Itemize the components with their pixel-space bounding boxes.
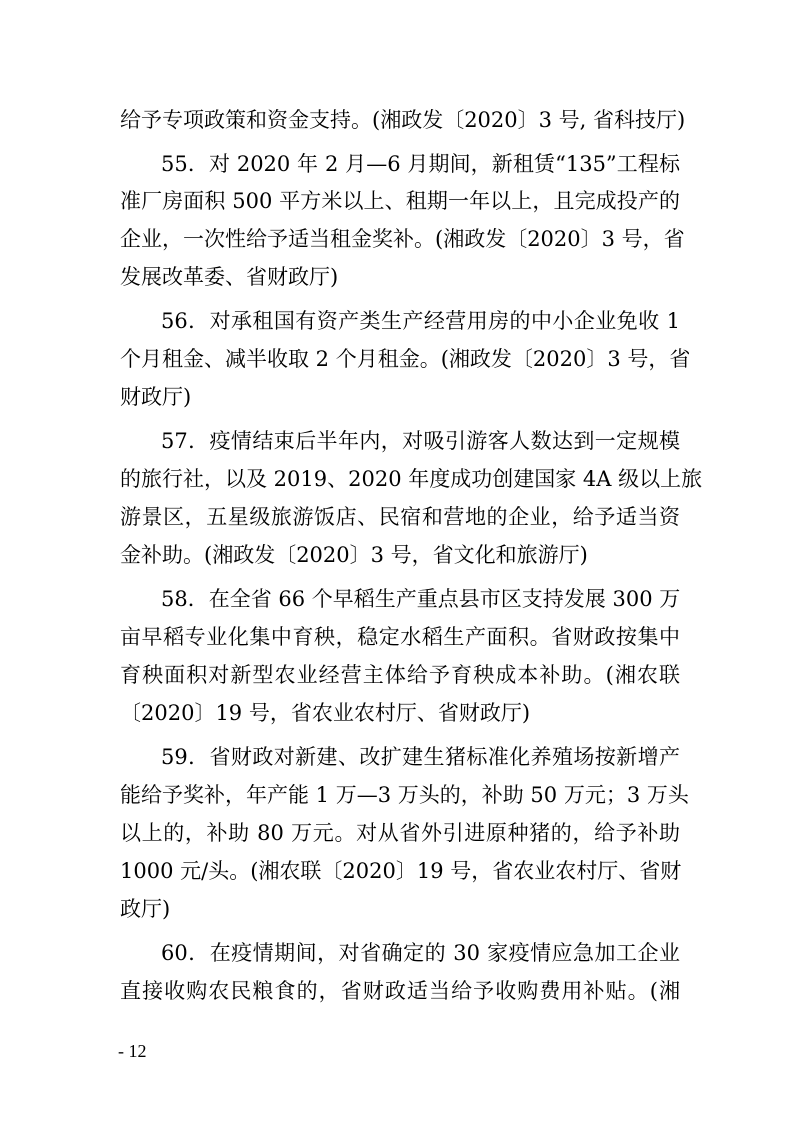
text-line: 59．省财政对新建、改扩建生猪标准化养殖场按新增产 [161,745,680,769]
text-line: 〔2020〕19 号，省农业农村厅、省财政厅) [120,701,531,725]
text-line: 55．对 2020 年 2 月—6 月期间，新租赁“135”工程标 [161,152,680,176]
text-line: 亩早稻专业化集中育秧，稳定水稻生产面积。省财政按集中 [120,625,680,649]
text-line: 政厅) [120,897,171,921]
text-line: 发展改革委、省财政厅) [120,265,339,289]
text-line: 准厂房面积 500 平方米以上、租期一年以上，且完成投产的 [120,189,680,213]
text-line: 金补助。(湘政发〔2020〕3 号，省文化和旅游厅) [120,543,588,567]
text-line: 57．疫情结束后半年内，对吸引游客人数达到一定规模 [161,429,680,453]
text-line: 60．在疫情期间，对省确定的 30 家疫情应急加工企业 [161,941,680,965]
text-line: 育秧面积对新型农业经营主体给予育秧成本补助。(湘农联 [120,663,680,687]
text-line: 游景区，五星级旅游饭店、民宿和营地的企业，给予适当资 [120,505,680,529]
text-line: 1000 元/头。(湘农联〔2020〕19 号，省农业农村厅、省财 [120,859,682,883]
text-line: 能给予奖补，年产能 1 万—3 万头的，补助 50 万元；3 万头 [120,783,689,807]
text-line: 给予专项政策和资金支持。(湘政发〔2020〕3 号, 省科技厅) [120,108,686,132]
page-number: - 12 [118,1041,147,1061]
text-line: 财政厅) [120,385,192,409]
text-line: 直接收购农民粮食的，省财政适当给予收购费用补贴。(湘 [120,979,680,1003]
text-line: 的旅行社，以及 2019、2020 年度成功创建国家 4A 级以上旅 [120,467,703,491]
text-line: 以上的，补助 80 万元。对从省外引进原种猪的，给予补助 [120,821,680,845]
text-line: 58．在全省 66 个早稻生产重点县市区支持发展 300 万 [161,587,681,611]
text-line: 个月租金、减半收取 2 个月租金。(湘政发〔2020〕3 号，省 [120,347,691,371]
text-line: 企业，一次性给予适当租金奖补。(湘政发〔2020〕3 号，省 [120,227,685,251]
text-line: 56．对承租国有资产类生产经营用房的中小企业免收 1 [161,309,680,333]
